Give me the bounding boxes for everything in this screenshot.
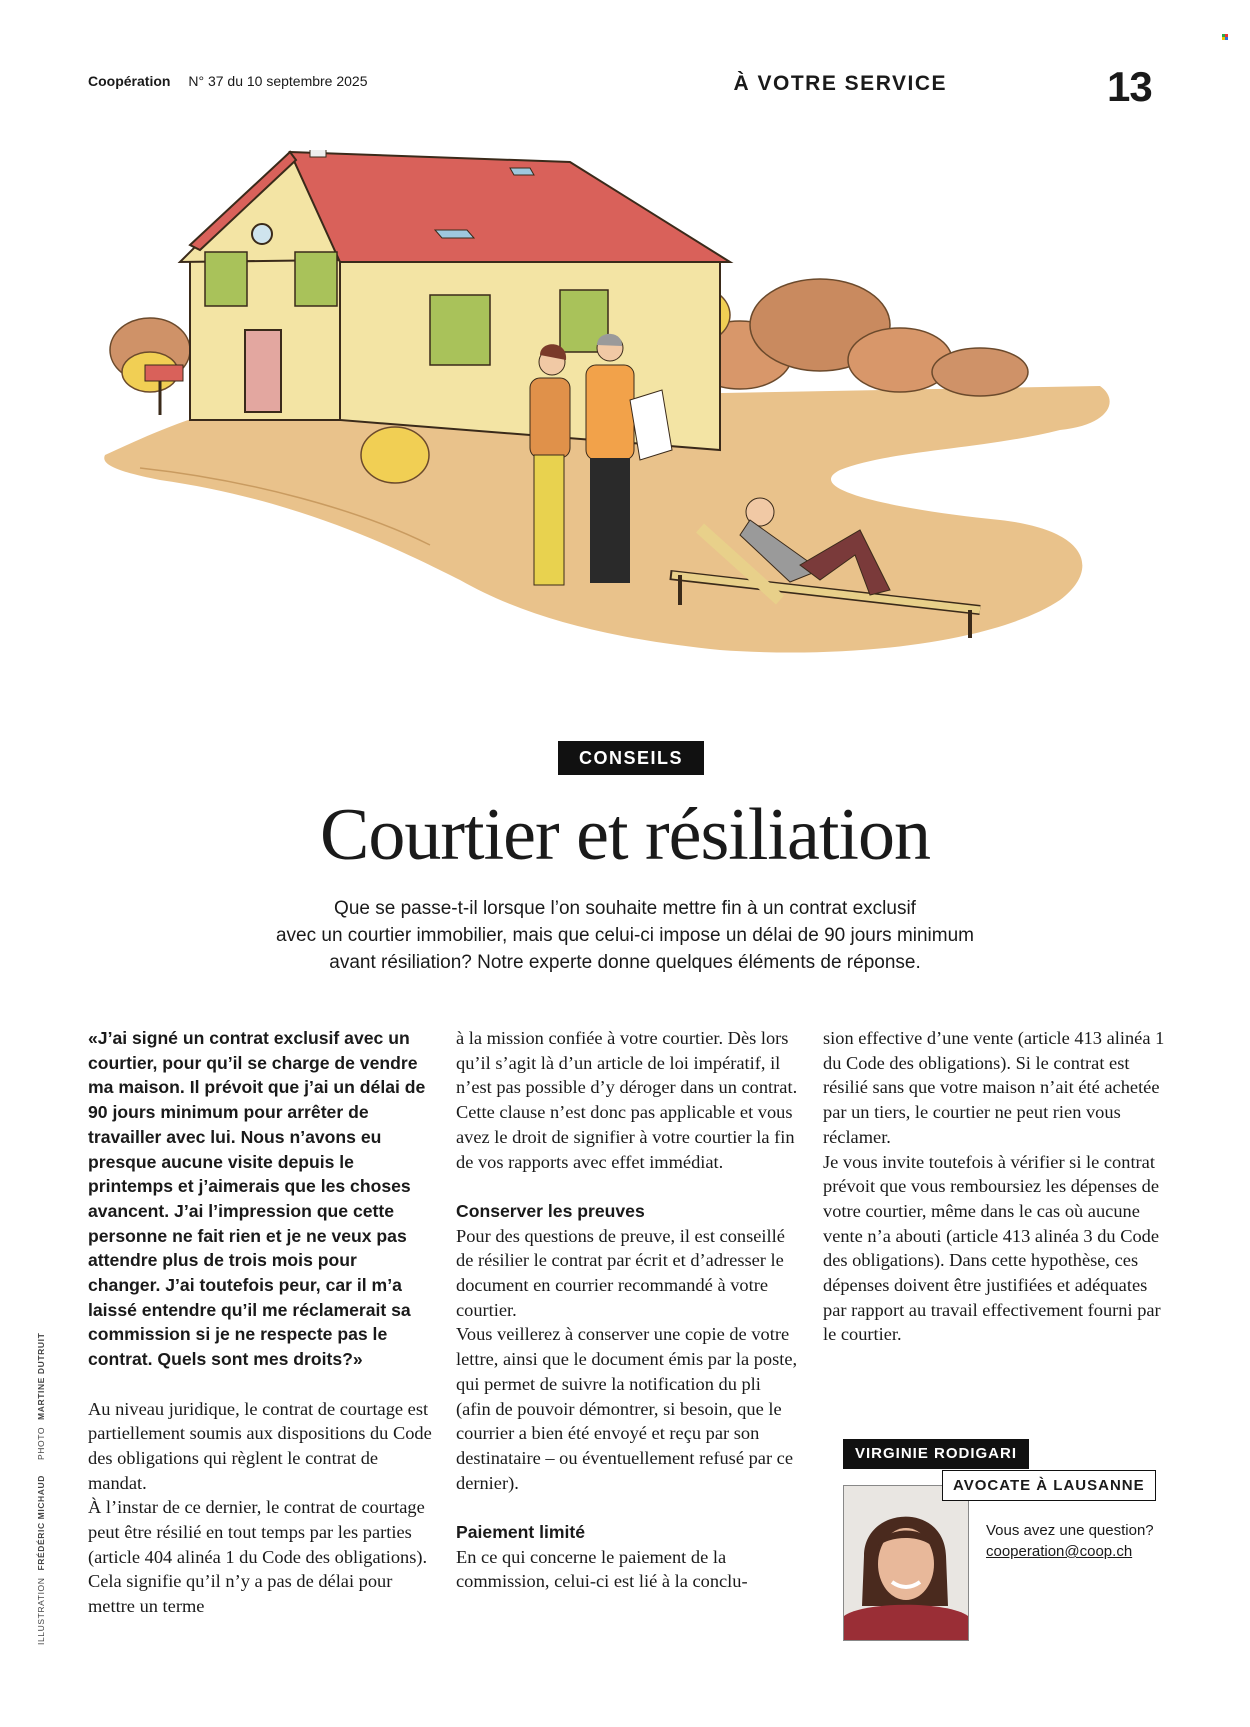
- color-registration-icon: [1222, 34, 1228, 40]
- contact-box: [986, 1520, 1154, 1562]
- issue-info: N° 37 du 10 septembre 2025: [188, 73, 368, 89]
- body-paragraph: En ce qui concerne le paiement de la commission, celui-ci est lié à la conclu-: [456, 1546, 748, 1592]
- kicker-badge: CONSEILS: [558, 741, 704, 775]
- contact-email-link[interactable]: cooperation@coop.ch: [986, 1543, 1133, 1560]
- subheading: Conserver les preuves: [456, 1200, 645, 1221]
- subheading: Paiement limité: [456, 1522, 586, 1543]
- house-couple-broker-illustration: [100, 150, 1160, 740]
- lead-line: avec un courtier immobilier, mais que celui-ci impose un délai de 90 jours minimum: [275, 925, 975, 946]
- photo-credits: [36, 1321, 46, 1645]
- credit-label: ILLUSTRATION: [36, 1577, 46, 1645]
- article-title: Courtier et résiliation: [320, 794, 930, 876]
- body-paragraph: Je vous invite toutefois à vérifier si le contrat prévoit que vous remboursiez les dépenses de votre courtier, même dans le cas où aucune vente n’a abouti (article 413 alinéa 3 du Code des obligations). Dans cette hypothèse, ces dépenses doivent être justifiées et adéquates par rapport au travail effectivement fourni par le courtier.: [823, 1151, 1161, 1345]
- column-1: [88, 1026, 432, 1619]
- reader-question: «J’ai signé un contrat exclusif avec un courtier, pour qu’il se charge de vendre ma maison. Il prévoit que j’ai un délai de 90 jours minimum pour arrêter de travailler avec lui. Nous n’avons eu presque aucune visite depuis le printemps et j’aimerais que les choses avancent. J’ai l’impression que cette personne ne fait rien et je ne veux pas attendre plus de trois mois pour changer. J’ai toutefois peur, car il m’a laissé entendre qu’il me réclamerait sa commission si je ne respecte pas le contrat. Quels sont mes droits?»: [88, 1028, 426, 1370]
- author-role: AVOCATE À LAUSANNE: [942, 1470, 1156, 1501]
- body-paragraph: Pour des questions de preuve, il est conseillé de résilier le contrat par écrit et d’adresser le document en courrier recommandé à votre courtier.: [456, 1225, 785, 1320]
- author-photo: [843, 1485, 969, 1641]
- page-number: 13: [1107, 63, 1152, 110]
- credit-label: PHOTO: [36, 1426, 46, 1461]
- credit-name: MARTINE DUTRUIT: [36, 1332, 46, 1420]
- lead-line: Que se passe-t-il lorsque l’on souhaite mettre fin à un contrat exclusif: [334, 898, 916, 919]
- credit-name: FRÉDÉRIC MICHAUD: [36, 1474, 46, 1571]
- column-2: [456, 1026, 800, 1594]
- author-portrait-icon: [844, 1486, 968, 1640]
- author-name: VIRGINIE RODIGARI: [843, 1439, 1029, 1469]
- body-paragraph: à la mission confiée à votre courtier. Dès lors qu’il s’agit là d’un article de loi impératif, il n’est pas possible d’y déroger dans un contrat. Cette clause n’est donc pas applicable et vous avez le droit de signifier à votre courtier la fin de vos rapports avec effet immédiat.: [456, 1028, 798, 1172]
- body-paragraph: À l’instar de ce dernier, le contrat de courtage peut être résilié en tout temps par les parties (article 404 alinéa 1 du Code des obligations). Cela signifie qu’il n’y a pas de délai pour mettre un terme: [88, 1497, 428, 1617]
- masthead: [88, 73, 368, 89]
- section-title: À VOTRE SERVICE: [733, 72, 947, 95]
- magazine-name: Coopération: [88, 73, 171, 89]
- body-paragraph: Vous veillerez à conserver une copie de votre lettre, ainsi que le document émis par la poste, qui permet de suivre la notification du pli (afin de pouvoir démontrer, si besoin, que le courrier a bien été envoyé et reçu par son destinataire – ou éventuellement refusé par ce dernier).: [456, 1324, 798, 1493]
- contact-question: Vous avez une question?: [986, 1522, 1154, 1539]
- lead-line: avant résiliation? Notre experte donne quelques éléments de réponse.: [329, 952, 921, 973]
- body-paragraph: Au niveau juridique, le contrat de courtage est partiellement soumis aux dispositions du Code des obligations qui règlent le contrat de mandat.: [88, 1398, 432, 1493]
- column-3: [823, 1026, 1167, 1347]
- body-paragraph: sion effective d’une vente (article 413 alinéa 1 du Code des obligations). Si le contrat est résilié sans que votre maison n’ait été achetée par un tiers, le courtier ne peut rien vous réclamer.: [823, 1028, 1165, 1147]
- article-lead: [200, 895, 1050, 976]
